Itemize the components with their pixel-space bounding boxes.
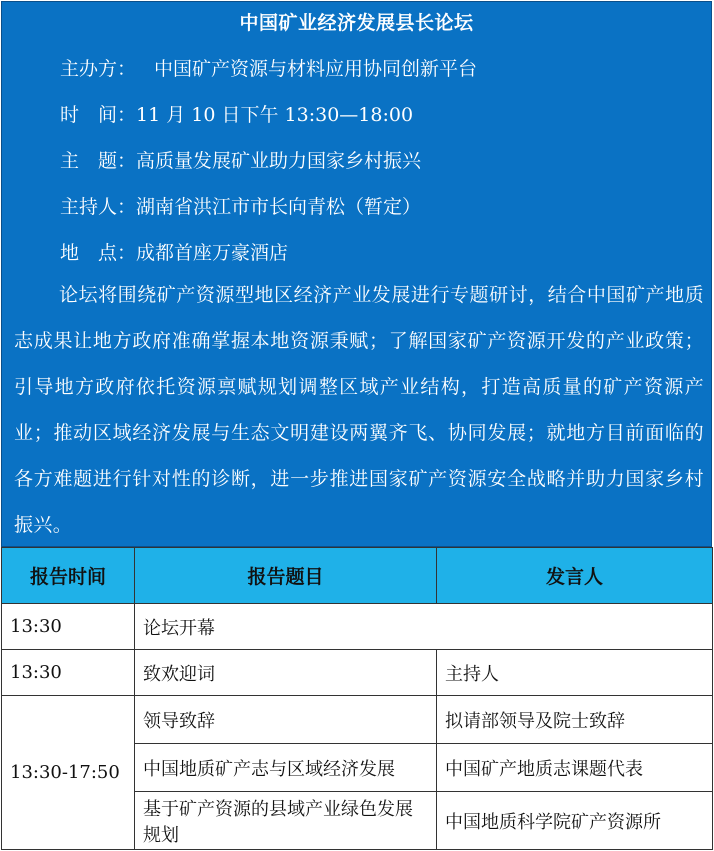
table-header-row — [2, 548, 713, 604]
table-row — [2, 696, 713, 744]
venue-line — [60, 238, 288, 265]
venue-label: 地 点： — [60, 242, 137, 264]
row-topic: 领导致辞 — [135, 696, 437, 744]
row-topic: 致欢迎词 — [135, 650, 437, 696]
time-label: 时 间： — [60, 104, 137, 126]
row-topic: 中国地质矿产志与区域经济发展 — [135, 744, 437, 792]
schedule-table — [1, 547, 713, 850]
row-topic: 论坛开幕 — [135, 604, 713, 650]
row-speaker: 中国地质科学院矿产资源所 — [437, 792, 713, 850]
header-topic: 报告题目 — [135, 548, 437, 604]
forum-info-panel — [1, 1, 712, 547]
header-time: 报告时间 — [2, 548, 135, 604]
organizer-value: 中国矿产资源与材料应用协同创新平台 — [154, 58, 478, 80]
forum-title: 中国矿业经济发展县长论坛 — [239, 12, 474, 34]
host-line — [60, 192, 421, 219]
row-time: 13:30-17:50 — [2, 696, 135, 850]
time-value: 11 月 10 日下午 13:30—18:00 — [136, 104, 414, 126]
theme-label: 主 题： — [60, 150, 137, 172]
organizer-line — [60, 54, 477, 81]
table-row — [2, 650, 713, 696]
organizer-label: 主办方： — [60, 58, 137, 80]
theme-value: 高质量发展矿业助力国家乡村振兴 — [136, 150, 422, 172]
row-speaker: 主持人 — [437, 650, 713, 696]
row-speaker: 中国矿产地质志课题代表 — [437, 744, 713, 792]
header-speaker: 发言人 — [437, 548, 713, 604]
forum-description: 论坛将围绕矿产资源型地区经济产业发展进行专题研讨，结合中国矿产地质志成果让地方政府准确掌握本地资源秉赋；了解国家矿产资源开发的产业政策；引导地方政府依托资源禀赋规划调整区域产业结构，打造高质量的矿产资源产业；推动区域经济发展与生态文明建设两翼齐飞、协同发展；就地方目前面临的各方难题进行针对性的诊断，进一步推进国家矿产资源安全战略并助力国家乡村振兴。 — [14, 284, 704, 536]
host-value: 湖南省洪江市市长向青松（暂定） — [136, 196, 422, 218]
theme-line — [60, 146, 421, 173]
host-label: 主持人： — [60, 196, 137, 218]
time-line — [60, 100, 413, 127]
row-time: 13:30 — [2, 650, 135, 696]
venue-value: 成都首座万豪酒店 — [136, 242, 289, 264]
row-speaker: 拟请部领导及院士致辞 — [437, 696, 713, 744]
table-row — [2, 604, 713, 650]
row-time: 13:30 — [2, 604, 135, 650]
row-topic: 基于矿产资源的县域产业绿色发展规划 — [135, 792, 437, 850]
